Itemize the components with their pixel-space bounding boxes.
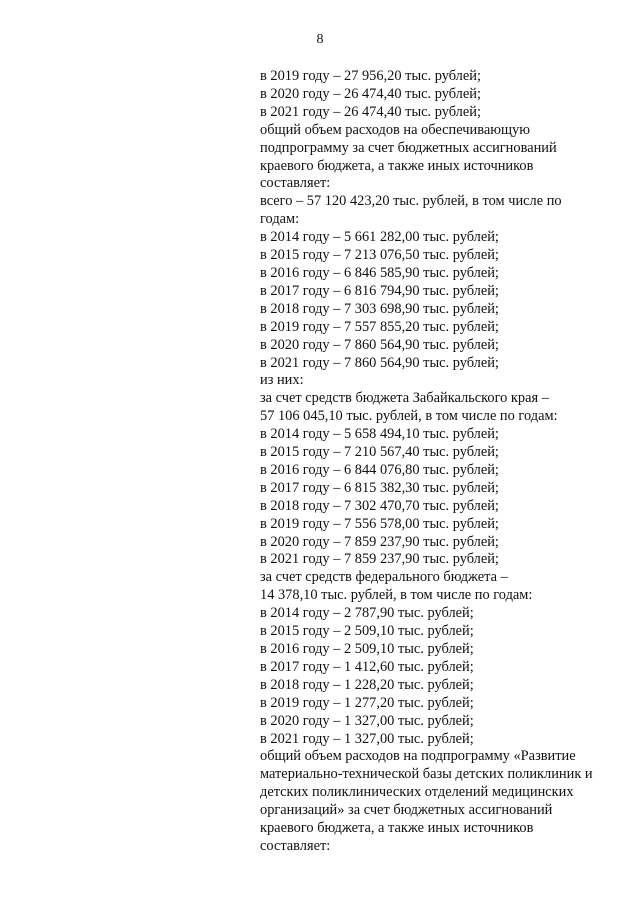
text-line: в 2016 году – 2 509,10 тыс. рублей; — [260, 641, 474, 657]
document-body — [260, 68, 632, 856]
text-line: в 2016 году – 6 846 585,90 тыс. рублей; — [260, 264, 499, 281]
text-line: 14 378,10 тыс. рублей, в том числе по годам: — [260, 587, 533, 604]
text-line: годам: — [260, 211, 300, 228]
text-line: за счет средств бюджета Забайкальского края – — [260, 390, 549, 407]
text-line: организаций» за счет бюджетных ассигнований — [260, 802, 553, 819]
text-line: в 2019 году – 7 556 578,00 тыс. рублей; — [260, 515, 499, 532]
text-line: в 2020 году – 1 327,00 тыс. рублей; — [260, 712, 474, 729]
text-line: в 2021 году – 7 860 564,90 тыс. рублей; — [260, 354, 499, 371]
text-line: в 2017 году – 6 816 794,90 тыс. рублей; — [260, 282, 499, 299]
text-line: в 2018 году – 1 228,20 тыс. рублей; — [260, 676, 474, 693]
text-line: материально-технической базы детских поликлиник и — [260, 766, 593, 783]
text-line: в 2018 году – 7 303 698,90 тыс. рублей; — [260, 300, 499, 317]
text-line: в 2021 году – 26 474,40 тыс. рублей; — [260, 103, 481, 120]
text-line: подпрограмму за счет бюджетных ассигнований — [260, 139, 557, 156]
text-line: всего – 57 120 423,20 тыс. рублей, в том числе по — [260, 193, 562, 210]
text-line: в 2014 году – 2 787,90 тыс. рублей; — [260, 605, 474, 622]
text-line: в 2019 году – 1 277,20 тыс. рублей; — [260, 694, 474, 711]
text-line: в 2016 году – 6 844 076,80 тыс. рублей; — [260, 461, 499, 478]
text-line: в 2020 году – 7 859 237,90 тыс. рублей; — [260, 533, 499, 550]
text-line: в 2017 году – 1 412,60 тыс. рублей; — [260, 658, 474, 675]
text-line: в 2015 году – 7 210 567,40 тыс. рублей; — [260, 444, 499, 461]
text-line: в 2018 году – 7 302 470,70 тыс. рублей; — [260, 497, 499, 514]
text-line: краевого бюджета, а также иных источников — [260, 157, 534, 174]
page-number: 8 — [316, 32, 324, 47]
text-line: общий объем расходов на обеспечивающую — [260, 121, 530, 138]
text-line: составляет: — [260, 175, 331, 192]
text-line: общий объем расходов на подпрограмму «Развитие — [260, 748, 576, 765]
text-line: в 2019 году – 7 557 855,20 тыс. рублей; — [260, 318, 499, 335]
text-line: краевого бюджета, а также иных источников — [260, 820, 534, 837]
text-line: в 2019 году – 27 956,20 тыс. рублей; — [260, 68, 481, 84]
text-line: в 2015 году – 7 213 076,50 тыс. рублей; — [260, 247, 499, 264]
text-line: в 2021 году – 7 859 237,90 тыс. рублей; — [260, 551, 499, 568]
text-line: составляет: — [260, 837, 331, 854]
text-line: в 2015 году – 2 509,10 тыс. рублей; — [260, 623, 474, 640]
text-line: в 2020 году – 26 474,40 тыс. рублей; — [260, 85, 481, 102]
text-line: 57 106 045,10 тыс. рублей, в том числе по годам: — [260, 408, 558, 425]
text-line: из них: — [260, 372, 304, 389]
text-line: детских поликлинических отделений медицинских — [260, 784, 574, 801]
text-line: в 2021 году – 1 327,00 тыс. рублей; — [260, 730, 474, 747]
text-line: в 2017 году – 6 815 382,30 тыс. рублей; — [260, 479, 499, 496]
text-line: за счет средств федерального бюджета – — [260, 569, 508, 586]
text-line: в 2020 году – 7 860 564,90 тыс. рублей; — [260, 336, 499, 353]
text-line: в 2014 году – 5 661 282,00 тыс. рублей; — [260, 229, 499, 246]
text-line: в 2014 году – 5 658 494,10 тыс. рублей; — [260, 426, 499, 443]
